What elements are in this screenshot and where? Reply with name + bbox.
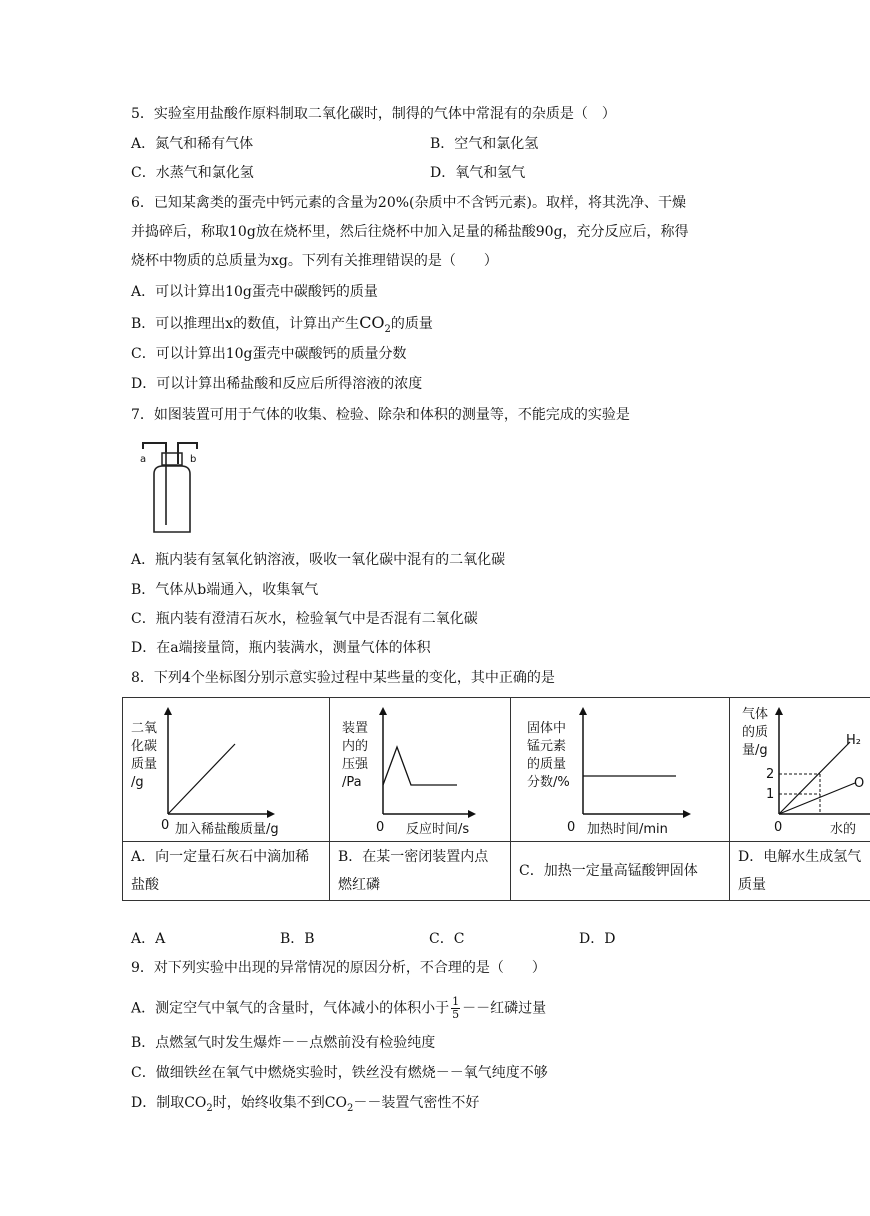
graph-a-x-arrow	[267, 810, 275, 818]
graph-a-caption-line2: 盐酸	[131, 877, 159, 893]
graph-d-series-h2-label: H₂	[846, 733, 861, 748]
q9-option-d-sub1: 2	[206, 1102, 213, 1114]
q9-option-d-sub2: 2	[347, 1102, 354, 1114]
co2-formula-main: CO	[359, 313, 385, 332]
q9-option-d-mid: 时，始终收集不到CO	[212, 1095, 347, 1111]
graph-c-caption	[511, 842, 730, 901]
graph-a-line	[168, 744, 235, 814]
graph-c-origin: 0	[567, 820, 576, 835]
q8-answer-a: A．A	[131, 931, 166, 947]
q5-option-d: D．氧气和氢气	[430, 165, 526, 181]
co2-formula	[359, 313, 391, 336]
graph-d-series-h2	[779, 742, 850, 814]
graph-c-xlabel: 加热时间/min	[587, 822, 668, 837]
graph-d-series-o2	[779, 783, 855, 814]
q7-option-d: D．在a端接量筒，瓶内装满水，测量气体的体积	[131, 640, 431, 656]
q9-option-a-pre: A．测定空气中氧气的含量时，气体减小的体积小于	[131, 1000, 450, 1017]
graph-c	[511, 698, 729, 841]
graph-b-caption	[330, 842, 511, 901]
graph-b-line	[383, 747, 457, 785]
q9-option-a-post: －－红磷过量	[462, 1000, 547, 1017]
q6-option-b	[131, 313, 433, 340]
graph-a-caption-line1: A．向一定量石灰石中滴加稀	[131, 849, 310, 865]
graph-d-caption-line1: D．电解水生成氢气	[738, 849, 862, 865]
fraction-one-fifth	[451, 996, 460, 1021]
q9-option-a	[131, 996, 546, 1021]
graph-c-cell	[511, 698, 730, 842]
q7-option-c: C．瓶内装有澄清石灰水，检验氧气中是否混有二氧化碳	[131, 611, 478, 627]
graph-a-origin: 0	[161, 818, 170, 833]
gas-washing-bottle-figure	[141, 438, 205, 536]
q8-stem: 8．下列4个坐标图分别示意实验过程中某些量的变化，其中正确的是	[131, 670, 555, 686]
q6-stem-line2: 并捣碎后，称取10g放在烧杯里，然后往烧杯中加入足量的稀盐酸90g，充分反应后，称得	[131, 224, 689, 240]
graph-b-ylabel-3: 压强	[342, 757, 369, 772]
graph-d-xlabel: 水的	[830, 822, 857, 837]
graph-d-origin: 0	[774, 820, 783, 835]
q8-answer-b: B．B	[280, 931, 315, 947]
bottle-label-a: a	[140, 454, 147, 465]
q7-stem: 7．如图装置可用于气体的收集、检验、除杂和体积的测量等，不能完成的实验是	[131, 407, 630, 423]
q9-stem: 9．对下列实验中出现的异常情况的原因分析，不合理的是（ ）	[131, 960, 546, 976]
q6-option-a: A．可以计算出10g蛋壳中碳酸钙的质量	[131, 284, 378, 300]
graph-d-ylabel-3: 量/g	[742, 743, 768, 758]
graph-d	[730, 698, 870, 841]
graph-b-ylabel-1: 装置	[342, 721, 369, 736]
graph-d-ylabel-2: 的质	[742, 725, 769, 740]
graph-a-xlabel: 加入稀盐酸质量/g	[175, 822, 279, 837]
q8-graph-table	[122, 697, 870, 901]
q9-option-b: B．点燃氢气时发生爆炸－－点燃前没有检验纯度	[131, 1035, 436, 1051]
q5-option-c: C．水蒸气和氯化氢	[131, 165, 254, 181]
graph-c-y-arrow	[579, 707, 587, 715]
graph-d-cell	[730, 698, 870, 842]
q5-option-a: A．氮气和稀有气体	[131, 136, 254, 152]
graph-d-tick-2: 2	[766, 767, 775, 782]
graph-b	[330, 698, 510, 841]
q8-answer-c: C．C	[429, 931, 465, 947]
q9-option-d-post: －－装置气密性不好	[353, 1095, 480, 1111]
graph-b-caption-line1: B．在某一密闭装置内点	[338, 849, 489, 865]
q7-option-a: A．瓶内装有氢氧化钠溶液，吸收一氧化碳中混有的二氧化碳	[131, 552, 506, 568]
fraction-denominator: 5	[452, 1008, 460, 1021]
graph-d-series-o2-label: O	[854, 776, 865, 791]
graph-b-y-arrow	[379, 707, 387, 715]
graph-b-caption-line2: 燃红磷	[338, 877, 380, 893]
fraction-numerator: 1	[452, 995, 460, 1008]
graph-a	[123, 698, 329, 841]
graph-a-ylabel-1: 二氧	[131, 721, 158, 736]
graph-b-xlabel: 反应时间/s	[406, 822, 470, 837]
graph-d-caption-line2: 质量	[738, 877, 766, 893]
q6-stem-line1: 6．已知某禽类的蛋壳中钙元素的含量为20%(杂质中不含钙元素)。取样，将其洗净、干燥	[131, 195, 686, 211]
q9-option-d	[131, 1093, 479, 1119]
q6-stem-line3: 烧杯中物质的总质量为xg。下列有关推理错误的是（ ）	[131, 253, 498, 269]
graph-a-y-arrow	[164, 707, 172, 715]
q6-option-d: D．可以计算出稀盐酸和反应后所得溶液的浓度	[131, 376, 423, 392]
graph-a-ylabel-2: 化碳	[131, 739, 158, 754]
bottle-label-b: b	[190, 454, 197, 465]
graph-b-origin: 0	[376, 820, 385, 835]
graph-c-ylabel-2: 锰元素	[527, 739, 567, 754]
q5-option-b: B．空气和氯化氢	[430, 136, 539, 152]
graph-d-y-arrow	[775, 707, 783, 715]
co2-formula-sub: 2	[384, 324, 391, 336]
graph-b-x-arrow	[468, 810, 476, 818]
graph-c-ylabel-1: 固体中	[527, 721, 567, 736]
graph-c-ylabel-4: 分数/%	[527, 775, 570, 790]
graph-b-ylabel-4: /Pa	[342, 775, 362, 790]
graph-c-x-arrow	[683, 810, 691, 818]
q8-answer-d: D．D	[579, 931, 616, 947]
graph-a-cell	[123, 698, 330, 842]
q6-option-b-post: 的质量	[390, 316, 433, 332]
graph-a-caption	[123, 842, 330, 901]
q6-option-c: C．可以计算出10g蛋壳中碳酸钙的质量分数	[131, 346, 407, 362]
graph-d-ylabel-1: 气体	[742, 707, 769, 722]
graph-d-tick-1: 1	[766, 787, 775, 802]
graph-c-ylabel-3: 的质量	[527, 757, 567, 772]
graph-a-ylabel-4: /g	[131, 775, 144, 790]
q9-option-d-pre: D．制取CO	[131, 1095, 207, 1111]
graph-d-caption	[730, 842, 870, 901]
q7-option-b: B．气体从b端通入，收集氧气	[131, 582, 319, 598]
graph-c-caption-line1: C．加热一定量高锰酸钾固体	[519, 863, 698, 879]
graph-b-ylabel-2: 内的	[342, 739, 369, 754]
tube-a	[143, 443, 166, 452]
q6-option-b-pre: B．可以推理出x的数值，计算出产生	[131, 316, 360, 332]
q9-option-c: C．做细铁丝在氧气中燃烧实验时，铁丝没有燃烧－－氧气纯度不够	[131, 1065, 548, 1081]
graph-a-ylabel-3: 质量	[131, 757, 158, 772]
q5-stem: 5．实验室用盐酸作原料制取二氧化碳时，制得的气体中常混有的杂质是（ ）	[131, 106, 616, 122]
graph-b-cell	[330, 698, 511, 842]
bottle-body	[154, 466, 190, 532]
